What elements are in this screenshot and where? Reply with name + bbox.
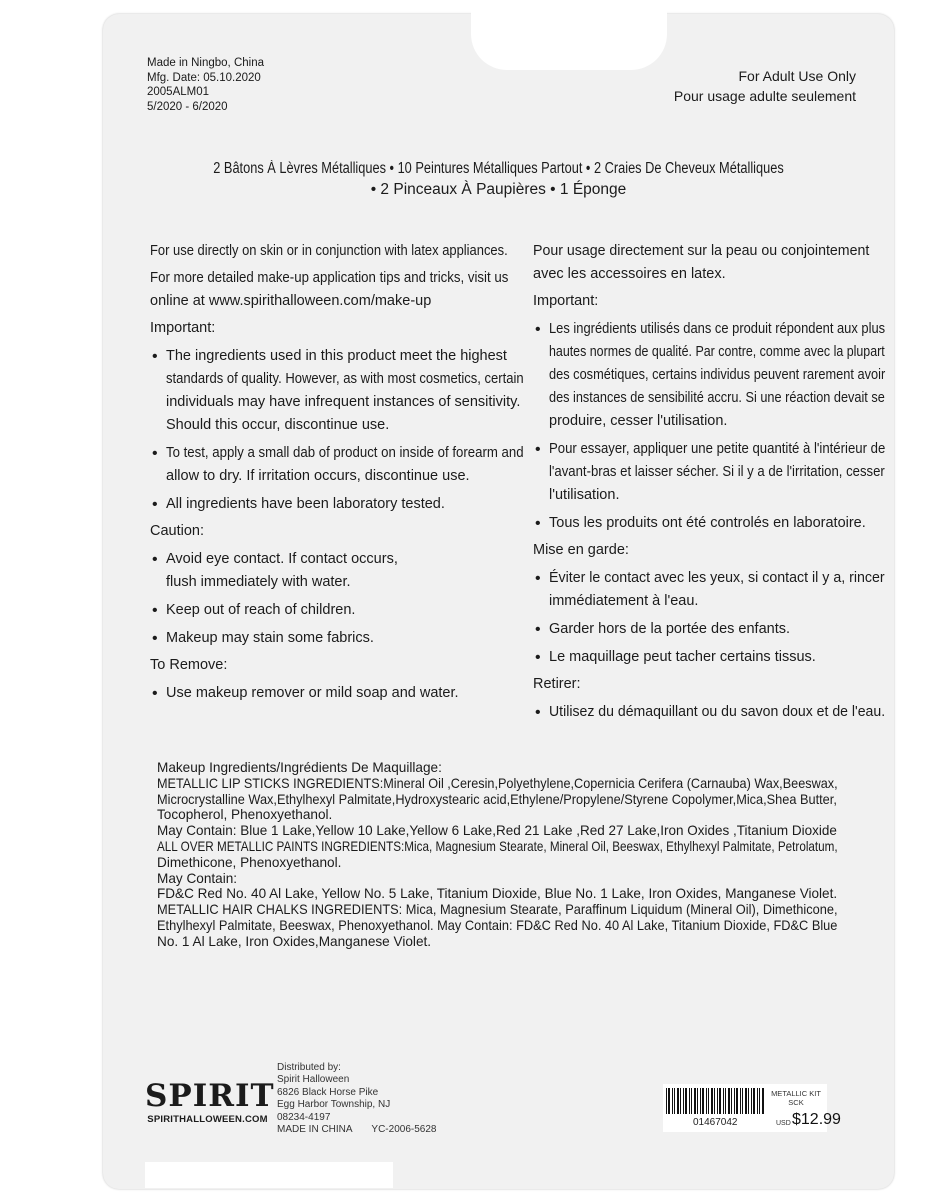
important-heading: Important: bbox=[533, 293, 599, 309]
adult-use-notice bbox=[674, 66, 856, 106]
important-item-line: • The ingredients used in this product meet the highest bbox=[166, 348, 507, 364]
caution-heading: Caution: bbox=[150, 523, 205, 539]
sku-number: 01467042 bbox=[693, 1117, 738, 1128]
important-item bbox=[533, 438, 913, 507]
important-item-line: l'avant-bras et laisser sécher. Si il y a de l'irritation, cesser bbox=[549, 464, 885, 480]
important-item-line: • Pour essayer, appliquer une petite quantité à l'intérieur de bbox=[549, 441, 886, 457]
blank-sticker bbox=[145, 1162, 393, 1188]
intro-text bbox=[150, 240, 530, 263]
distributor-line: 08234-4197 bbox=[277, 1111, 331, 1123]
important-item bbox=[150, 345, 530, 437]
caution-item bbox=[533, 567, 913, 613]
caution-item-line: • Éviter le contact avec les yeux, si contact il y a, rincer bbox=[549, 570, 885, 586]
origin-line: Made in Ningbo, China bbox=[147, 57, 264, 69]
remove-item bbox=[533, 701, 913, 724]
important-item-line: l'utilisation. bbox=[549, 487, 620, 503]
important-item-line: • Tous les produits ont été controlés en laboratoire. bbox=[549, 515, 866, 531]
product-code: YC-2006-5628 bbox=[371, 1124, 437, 1135]
price-label bbox=[663, 1084, 841, 1132]
caution-item bbox=[150, 548, 530, 594]
intro-text-line: avec les accessoires en latex. bbox=[533, 266, 726, 282]
adult-use-en: For Adult Use Only bbox=[738, 68, 856, 84]
tips-text bbox=[150, 267, 530, 313]
caution-item bbox=[150, 599, 530, 622]
distributor-info bbox=[277, 1062, 390, 1124]
ingredient-line: Ethylhexyl Palmitate, Beeswax, Phenoxyethanol. May Contain: FD&C Red No. 40 Al Lake, Titanium Dioxide, FD&C Blue bbox=[157, 917, 838, 933]
intro-text bbox=[533, 240, 913, 286]
ingredient-line: No. 1 Al Lake, Iron Oxides,Manganese Violet. bbox=[157, 933, 432, 949]
important-item-line: produire, cesser l'utilisation. bbox=[549, 413, 728, 429]
ingredient-line: May Contain: bbox=[157, 870, 238, 886]
distributor-line: Spirit Halloween bbox=[277, 1074, 350, 1086]
item-name: METALLIC KIT bbox=[771, 1089, 821, 1098]
important-heading: Important: bbox=[150, 320, 216, 336]
caution-heading: Mise en garde: bbox=[533, 542, 629, 558]
spirit-logo-url: SPIRITHALLOWEEN.COM bbox=[147, 1114, 268, 1125]
price: $12.99 bbox=[792, 1111, 841, 1128]
important-item-line: standards of quality. However, as with most cosmetics, certain bbox=[166, 371, 524, 387]
ingredient-line: ALL OVER METALLIC PAINTS INGREDIENTS:Mica, Magnesium Stearate, Mineral Oil, Beeswax, Ethylhexyl Palmitate, Petrolatum, bbox=[157, 838, 838, 854]
caution-item-line: • Keep out of reach of children. bbox=[166, 602, 356, 618]
remove-item-line: • Utilisez du démaquillant ou du savon doux et de l'eau. bbox=[549, 704, 886, 720]
remove-item-line: • Use makeup remover or mild soap and water. bbox=[166, 685, 459, 701]
contents-line: 2 Bâtons À Lèvres Métalliques • 10 Peintures Métalliques Partout • 2 Craies De Cheveux Métalliques bbox=[213, 160, 784, 177]
caution-item bbox=[150, 627, 530, 650]
caution-item-line: • Makeup may stain some fabrics. bbox=[166, 630, 374, 646]
adult-use-fr: Pour usage adulte seulement bbox=[673, 88, 856, 104]
spirit-logo bbox=[145, 1078, 275, 1125]
caution-item bbox=[533, 618, 913, 641]
english-column bbox=[150, 240, 530, 705]
caution-item-line: immédiatement à l'eau. bbox=[549, 593, 699, 609]
made-in-china: MADE IN CHINA bbox=[277, 1124, 353, 1135]
item-code: SCK bbox=[788, 1098, 804, 1107]
remove-heading: To Remove: bbox=[150, 657, 228, 673]
french-column bbox=[533, 240, 913, 724]
important-item bbox=[533, 512, 913, 535]
important-item-line: • All ingredients have been laboratory tested. bbox=[166, 496, 445, 512]
intro-text-line: For use directly on skin or in conjunction with latex appliances. bbox=[150, 243, 508, 259]
distributor-line: 6826 Black Horse Pike bbox=[277, 1086, 379, 1098]
contents-title bbox=[103, 158, 894, 200]
distributor-line: Egg Harbor Township, NJ bbox=[277, 1099, 391, 1111]
origin-line: 5/2020 - 6/2020 bbox=[147, 100, 228, 113]
important-item-line: Should this occur, discontinue use. bbox=[166, 417, 390, 433]
important-item-line: • Les ingrédients utilisés dans ce produit répondent aux plus bbox=[549, 321, 886, 337]
important-item-line: allow to dry. If irritation occurs, discontinue use. bbox=[166, 468, 470, 484]
ingredient-line: May Contain: Blue 1 Lake,Yellow 10 Lake,Yellow 6 Lake,Red 21 Lake ,Red 27 Lake,Iron Oxides ,Titanium Dioxide bbox=[157, 823, 837, 839]
important-item-line: des instances de sensibilité accru. Si une réaction devait se bbox=[549, 390, 885, 406]
ingredient-line: METALLIC LIP STICKS INGREDIENTS:Mineral Oil ,Ceresin,Polyethylene,Copernicia Cerifera (Carnauba) Wax,Beeswax, bbox=[157, 775, 838, 791]
origin-info bbox=[147, 56, 264, 114]
spirit-logo-text: SPIRIT bbox=[145, 1078, 275, 1114]
important-item-line: individuals may have infrequent instances of sensitivity. bbox=[166, 394, 521, 410]
barcode-icon bbox=[665, 1088, 765, 1114]
tips-text-line: online at www.spirithalloween.com/make-up bbox=[150, 293, 432, 309]
remove-heading: Retirer: bbox=[533, 676, 581, 692]
currency-code: USD bbox=[776, 1120, 791, 1127]
caution-item-line: • Garder hors de la portée des enfants. bbox=[549, 621, 791, 637]
ingredient-line: Microcrystalline Wax,Ethylhexyl Palmitate,Hydroxystearic acid,Ethylene/Propylene/Styrene Copolymer,Mica,Shea Butter, bbox=[157, 791, 837, 807]
remove-item bbox=[150, 682, 530, 705]
origin-line: 2005ALM01 bbox=[147, 86, 210, 98]
ingredient-line: METALLIC HAIR CHALKS INGREDIENTS: Mica, Magnesium Stearate, Paraffinum Liquidum (Mineral Oil), Dimethicone, bbox=[157, 902, 838, 918]
tips-text-line: For more detailed make-up application tips and tricks, visit us bbox=[150, 270, 509, 286]
caution-item bbox=[533, 646, 913, 669]
caution-item-line: • Avoid eye contact. If contact occurs, bbox=[166, 551, 398, 567]
ingredient-line: FD&C Red No. 40 Al Lake, Yellow No. 5 Lake, Titanium Dioxide, Blue No. 1 Lake, Iron Oxides, Manganese Violet. bbox=[157, 886, 838, 902]
important-item-line: hautes normes de qualité. Par contre, comme avec la plupart bbox=[549, 344, 885, 360]
distributor-line: Distributed by: bbox=[277, 1062, 341, 1073]
important-item-line: • To test, apply a small dab of product on inside of forearm and bbox=[166, 445, 524, 461]
important-item bbox=[533, 318, 913, 433]
ingredient-line: Dimethicone, Phenoxyethanol. bbox=[157, 854, 342, 870]
contents-line: • 2 Pinceaux À Paupières • 1 Éponge bbox=[370, 181, 627, 198]
ingredients-block bbox=[157, 760, 948, 950]
origin-line: Mfg. Date: 05.10.2020 bbox=[147, 71, 261, 84]
hang-hole bbox=[471, 8, 667, 70]
important-item bbox=[150, 493, 530, 516]
made-in-line bbox=[277, 1124, 436, 1136]
intro-text-line: Pour usage directement sur la peau ou conjointement bbox=[533, 243, 870, 259]
caution-item-line: flush immediately with water. bbox=[166, 574, 351, 590]
caution-item-line: • Le maquillage peut tacher certains tissus. bbox=[549, 649, 816, 665]
important-item bbox=[150, 442, 530, 488]
ingredient-line: Tocopherol, Phenoxyethanol. bbox=[157, 807, 333, 823]
ingredient-line: Makeup Ingredients/Ingrédients De Maquillage: bbox=[157, 760, 442, 775]
important-item-line: des cosmétiques, certains individus peuvent rarement avoir bbox=[549, 367, 886, 383]
